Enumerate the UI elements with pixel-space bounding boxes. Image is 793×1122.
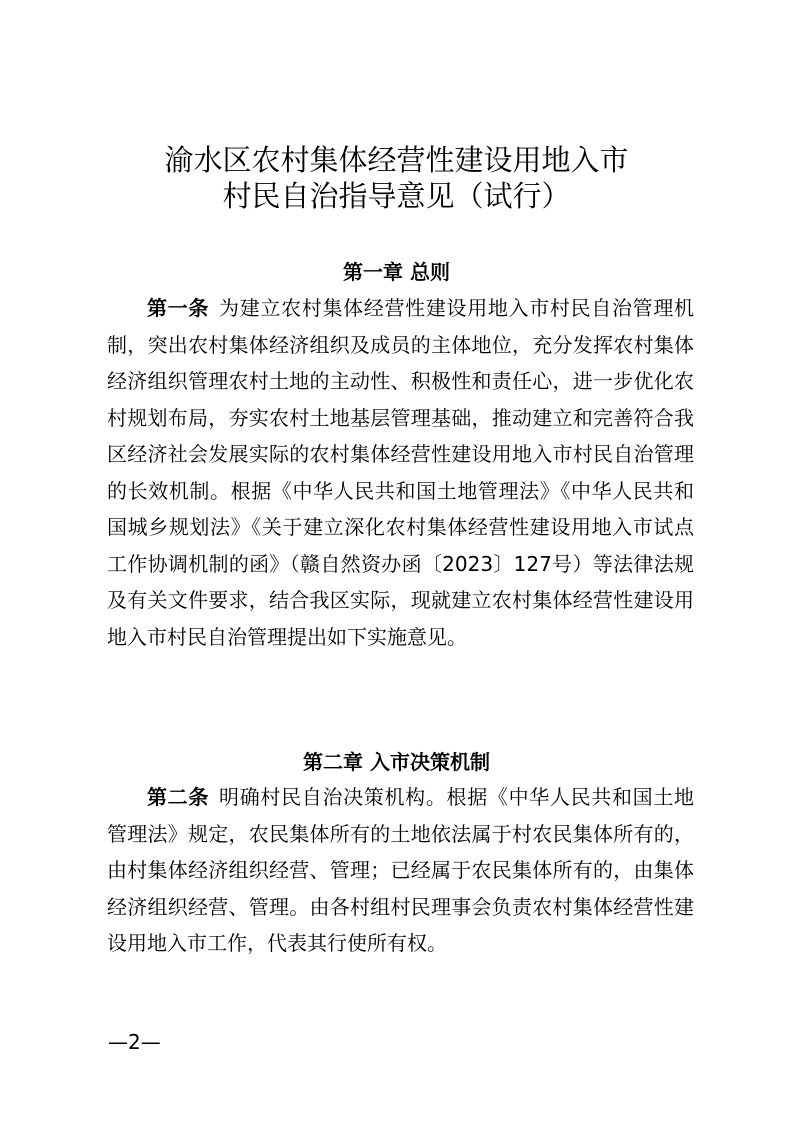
article-2-label: 第二条 [147, 785, 210, 809]
article-2-text: 明确村民自治决策机构。根据《中华人民共和国土地管理法》规定，农民集体所有的土地依法属于村农民集体所有的，由村集体经济组织经营、管理；已经属于农民集体所有的，由集体经济组织经营、管理。由各村组村民理事会负责农村集体经营性建设用地入市工作，代表其行使所有权。 [107, 785, 695, 955]
article-1-label: 第一条 [147, 296, 210, 320]
article-2-paragraph [107, 779, 694, 962]
document-title-line-2: 村民自治指导意见（试行） [222, 179, 571, 213]
chapter-1-heading: 第一章 总则 [343, 260, 450, 284]
article-1-text: 为建立农村集体经营性建设用地入市村民自治管理机制，突出农村集体经济组织及成员的主体地位，充分发挥农村集体经济组织管理农村土地的主动性、积极性和责任心，进一步优化农村规划布局，夯实农村土地基层管理基础，推动建立和完善符合我区经济社会发展实际的农村集体经营性建设用地入市村民自治管理的长效机制。根据《中华人民共和国土地管理法》《中华人民共和国城乡规划法》《关于建立深化农村集体经营性建设用地入市试点工作协调机制的函》（赣自然资办函〔2023〕127号）等法律法规及有关文件要求，结合我区实际，现就建立农村集体经营性建设用地入市村民自治管理提出如下实施意见。 [107, 296, 695, 649]
chapter-2-heading: 第二章 入市决策机制 [303, 750, 490, 774]
article-1-paragraph [107, 290, 694, 655]
document-title-line-1: 渝水区农村集体经营性建设用地入市 [164, 143, 629, 177]
page-number: —2— [108, 1030, 161, 1054]
